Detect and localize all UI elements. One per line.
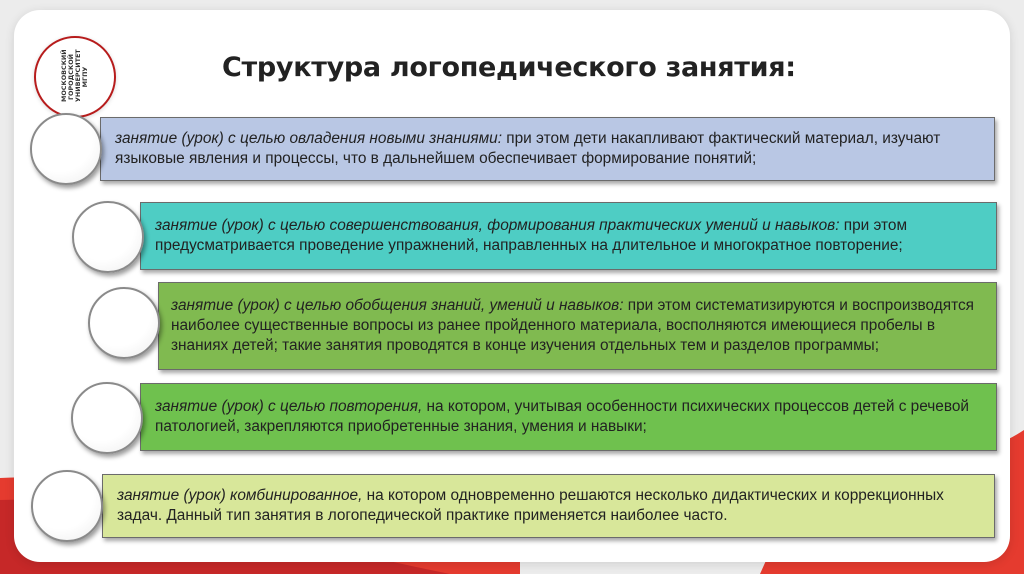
lesson-type-2-text xyxy=(155,216,984,256)
lesson-type-5-lead: занятие (урок) комбинированное, xyxy=(117,487,363,504)
lesson-type-3-box xyxy=(158,282,997,370)
lesson-type-4-box xyxy=(140,383,997,451)
lesson-type-4-description: на котором, учитывая особенности психических процессов детей с речевой патологией, закрепляются приобретенные знания, умения и навыки; xyxy=(155,398,970,435)
lesson-type-4-lead: занятие (урок) с целью повторения, xyxy=(155,398,423,415)
lesson-type-3-lead: занятие (урок) с целью обобщения знаний, умений и навыков: xyxy=(171,297,624,314)
slide-title: Структура логопедического занятия: xyxy=(222,52,796,83)
lesson-type-1-lead: занятие (урок) с целью овладения новыми знаниями: xyxy=(115,130,503,147)
lesson-type-5-description: на котором одновременно решаются несколько дидактических и коррекционных задач. Данный тип занятия в логопедической практике применяется наиболее часто. xyxy=(117,487,944,524)
lesson-type-2-description: при этом предусматривается проведение упражнений, направленных на длительное и многократное повторение; xyxy=(155,217,908,254)
lesson-type-2-box xyxy=(140,202,997,270)
lesson-type-2-lead: занятие (урок) с целью совершенствования, формирования практических умений и навыков: xyxy=(155,217,840,234)
lesson-type-1-box xyxy=(100,117,995,181)
university-logo xyxy=(34,36,116,118)
logo-text: МОСКОВСКИЙ ГОРОДСКОЙ УНИВЕРСИТЕТ МГПУ xyxy=(60,49,89,102)
bullet-circle-5 xyxy=(31,470,103,542)
lesson-type-3-text xyxy=(171,296,984,356)
lesson-type-1-description: при этом дети накапливают фактический материал, изучают языковые явления и процессы, что в дальнейшем обеспечивает формирование понятий; xyxy=(115,130,941,167)
bullet-circle-4 xyxy=(71,382,143,454)
bullet-circle-1 xyxy=(30,113,102,185)
bullet-circle-3 xyxy=(88,287,160,359)
lesson-type-3-description: при этом систематизируются и воспроизводятся наиболее существенные вопросы из ранее пройденного материала, восполняются имеющиеся пробелы в знаниях детей; такие занятия проводятся в конце изучения отдельных тем и разделов программы; xyxy=(171,297,974,354)
bullet-circle-2 xyxy=(72,201,144,273)
lesson-type-4-text xyxy=(155,397,984,437)
lesson-type-1-text xyxy=(115,129,982,169)
lesson-type-5-box xyxy=(102,474,995,538)
lesson-type-5-text xyxy=(117,486,982,526)
